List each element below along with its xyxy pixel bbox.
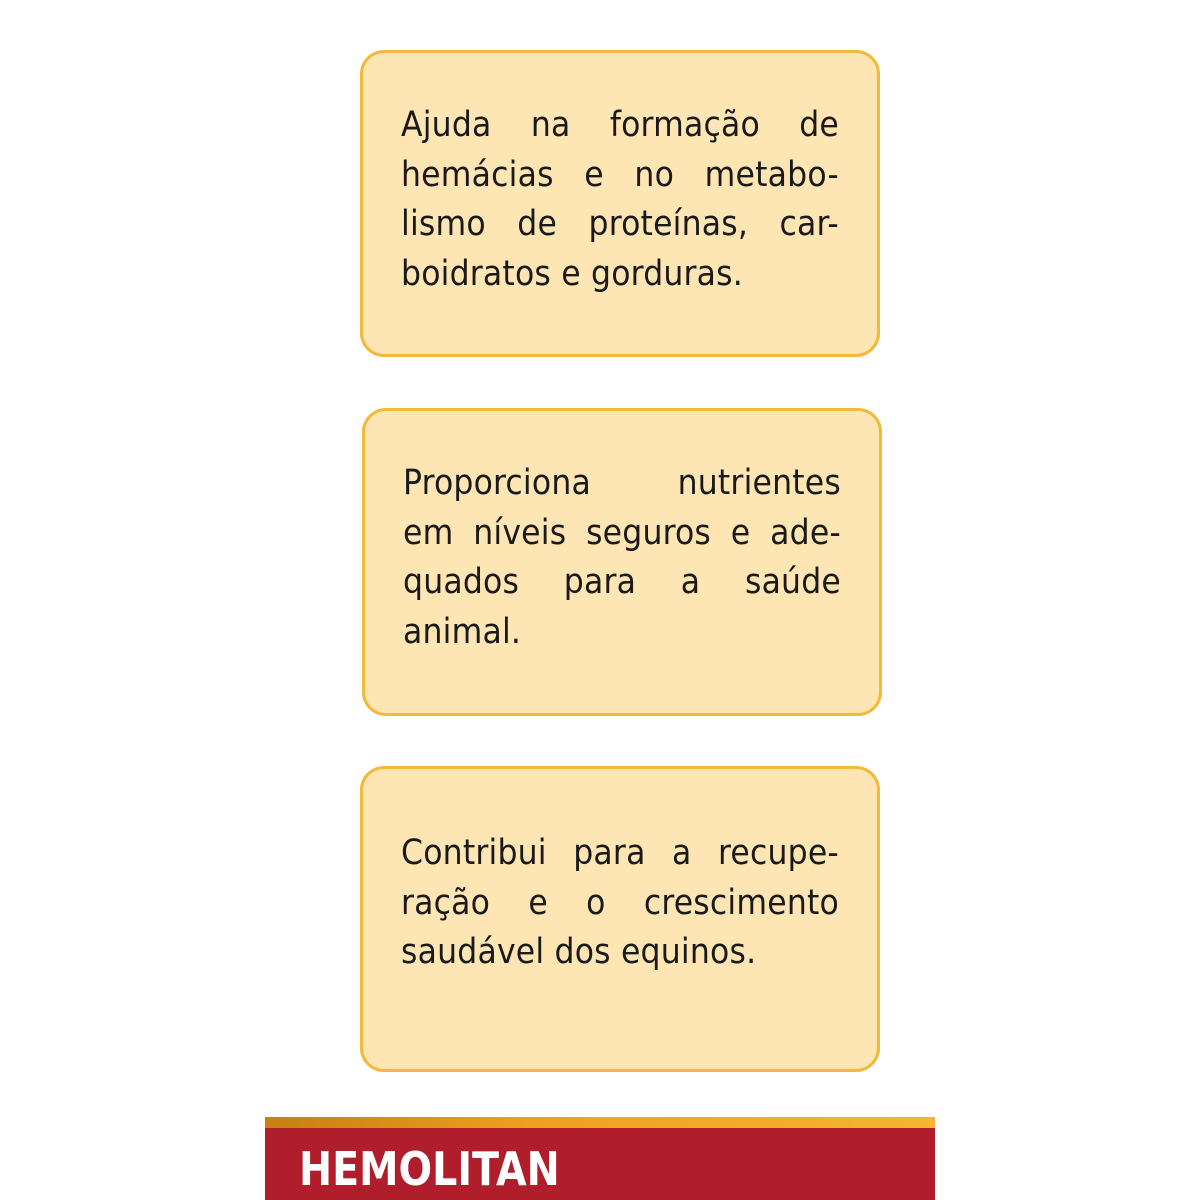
benefit-text-3 — [401, 829, 839, 978]
line: lismo de proteínas, car- — [401, 204, 839, 244]
line: Contribui para a recupe- — [401, 833, 839, 873]
line: ração e o crescimento — [401, 882, 839, 923]
benefit-card-1 — [360, 50, 880, 357]
product-banner — [265, 1117, 935, 1200]
line: saudável dos equinos. — [401, 932, 757, 972]
banner-gold-stripe — [265, 1117, 935, 1128]
benefit-text-1 — [401, 101, 839, 299]
line: em níveis seguros e ade- — [403, 512, 841, 553]
benefit-text-2 — [403, 459, 841, 657]
product-name: HEMOLITAN — [299, 1142, 560, 1196]
line: Ajuda na formação de — [401, 105, 839, 145]
benefit-card-2 — [362, 408, 882, 716]
line: animal. — [403, 611, 522, 652]
benefit-card-3 — [360, 766, 880, 1072]
line: hemácias e no metabo- — [401, 154, 839, 195]
line: boidratos e gorduras. — [401, 253, 743, 294]
banner-red-band — [265, 1128, 935, 1200]
line: Proporciona nutrientes — [403, 463, 841, 503]
line: quados para a saúde — [403, 562, 841, 602]
